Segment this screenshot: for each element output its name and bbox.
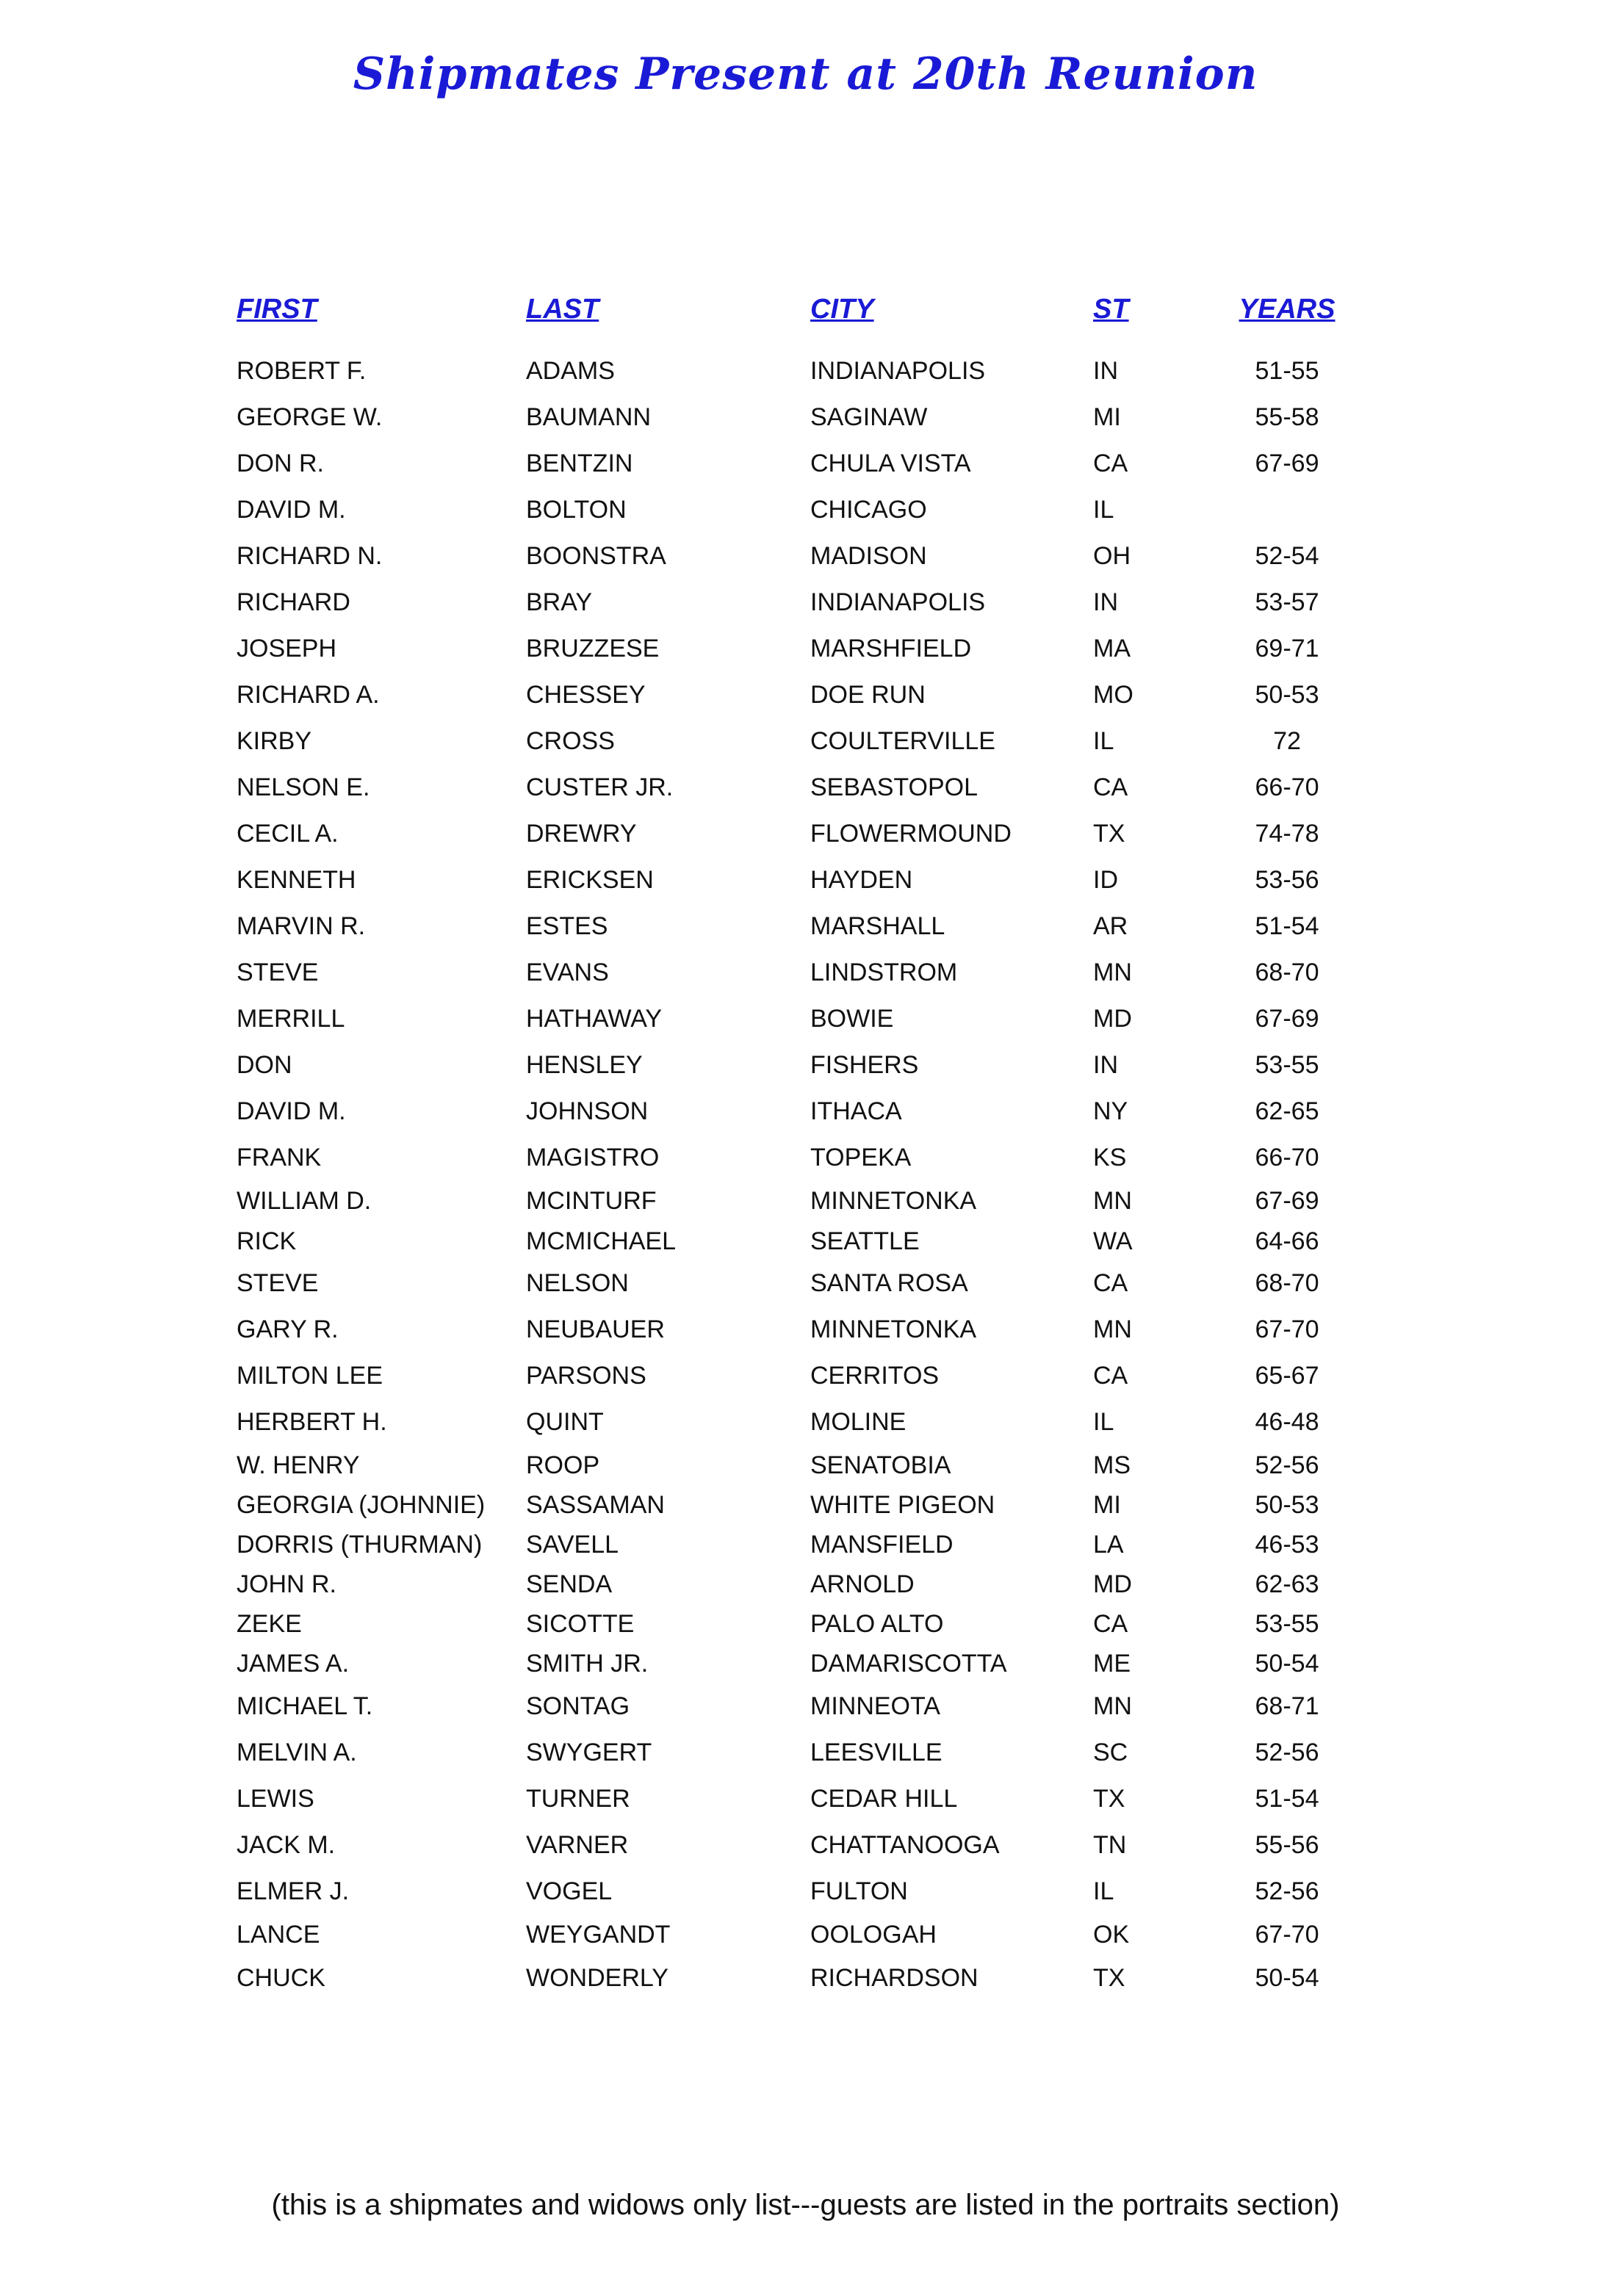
cell-last: WEYGANDT [526,1921,671,1949]
cell-city: SAGINAW [810,403,928,431]
cell-last: DREWRY [526,820,637,848]
cell-city: FISHERS [810,1051,919,1079]
cell-last: CROSS [526,727,615,755]
cell-city: LINDSTROM [810,959,958,986]
cell-years: 67-70 [1255,1315,1319,1343]
cell-years: 50-54 [1255,1964,1319,1992]
cell-years: 66-70 [1255,773,1319,801]
cell-st: MD [1093,1005,1132,1033]
cell-city: SENATOBIA [810,1451,951,1479]
cell-last: BOLTON [526,496,627,524]
cell-last: CHESSEY [526,681,646,709]
cell-years: 67-69 [1255,450,1319,477]
cell-first: KIRBY [237,727,312,755]
cell-first: RICK [237,1227,297,1255]
cell-city: RICHARDSON [810,1964,979,1992]
cell-st: CA [1093,450,1128,477]
cell-city: MARSHALL [810,912,945,940]
cell-first: ELMER J. [237,1877,350,1905]
cell-last: NELSON [526,1269,629,1297]
cell-first: JOHN R. [237,1570,336,1598]
cell-st: MA [1093,635,1131,663]
cell-st: IN [1093,588,1118,616]
cell-first: RICHARD A. [237,681,380,709]
cell-last: MCMICHAEL [526,1227,677,1255]
cell-first: GEORGE W. [237,403,383,431]
cell-city: CERRITOS [810,1362,940,1390]
cell-st: IL [1093,727,1114,755]
cell-city: FLOWERMOUND [810,820,1012,848]
cell-last: SICOTTE [526,1610,635,1638]
cell-years: 52-54 [1255,542,1319,570]
cell-last: HATHAWAY [526,1005,663,1033]
cell-city: CHATTANOOGA [810,1831,1000,1859]
cell-st: CA [1093,773,1128,801]
cell-first: MERRILL [237,1005,345,1033]
cell-st: KS [1093,1144,1127,1172]
cell-st: MS [1093,1451,1131,1479]
cell-last: ROOP [526,1451,600,1479]
cell-city: MINNEOTA [810,1692,940,1720]
cell-st: TX [1093,1964,1125,1992]
cell-st: MN [1093,959,1132,986]
cell-years: 67-70 [1255,1921,1319,1949]
cell-city: SEATTLE [810,1227,920,1255]
cell-city: MINNETONKA [810,1315,977,1343]
cell-last: QUINT [526,1408,604,1436]
cell-first: KENNETH [237,866,356,894]
cell-years: 68-70 [1255,1269,1319,1297]
cell-first: STEVE [237,1269,319,1297]
cell-last: HENSLEY [526,1051,643,1079]
cell-years: 51-55 [1255,357,1319,385]
cell-st: IN [1093,1051,1118,1079]
cell-years: 53-56 [1255,866,1319,894]
cell-first: HERBERT H. [237,1408,387,1436]
cell-st: MI [1093,1491,1121,1519]
cell-first: NELSON E. [237,773,370,801]
cell-years: 55-58 [1255,403,1319,431]
cell-years: 65-67 [1255,1362,1319,1390]
header-first: FIRST [237,294,317,325]
cell-city: LEESVILLE [810,1739,943,1766]
page-title: Shipmates Present at 20th Reunion [353,48,1258,100]
cell-years: 50-53 [1255,681,1319,709]
cell-first: RICHARD N. [237,542,383,570]
cell-last: CUSTER JR. [526,773,674,801]
cell-city: MADISON [810,542,927,570]
cell-first: MELVIN A. [237,1739,357,1766]
cell-last: SONTAG [526,1692,630,1720]
cell-first: MARVIN R. [237,912,366,940]
footer-note: (this is a shipmates and widows only list---guests are listed in the portraits section) [271,2189,1340,2221]
cell-first: DAVID M. [237,1097,346,1125]
header-city: CITY [810,294,874,325]
cell-years: 52-56 [1255,1877,1319,1905]
cell-city: BOWIE [810,1005,894,1033]
cell-st: IL [1093,1877,1114,1905]
cell-last: BAUMANN [526,403,652,431]
cell-years: 55-56 [1255,1831,1319,1859]
cell-st: IL [1093,1408,1114,1436]
cell-city: CHULA VISTA [810,450,971,477]
cell-years: 68-70 [1255,959,1319,986]
cell-st: TX [1093,1785,1125,1813]
cell-last: ESTES [526,912,608,940]
cell-years: 74-78 [1255,820,1319,848]
cell-city: MINNETONKA [810,1187,977,1215]
cell-st: MN [1093,1692,1132,1720]
cell-years: 46-48 [1255,1408,1319,1436]
cell-first: GARY R. [237,1315,339,1343]
cell-city: INDIANAPOLIS [810,357,986,385]
cell-first: DAVID M. [237,496,346,524]
cell-st: CA [1093,1362,1128,1390]
cell-city: MOLINE [810,1408,907,1436]
cell-years: 53-55 [1255,1051,1319,1079]
cell-last: PARSONS [526,1362,646,1390]
cell-years: 62-65 [1255,1097,1319,1125]
cell-first: ZEKE [237,1610,302,1638]
cell-st: SC [1093,1739,1128,1766]
cell-first: CHUCK [237,1964,325,1992]
cell-first: RICHARD [237,588,350,616]
cell-st: OH [1093,542,1131,570]
cell-first: ROBERT F. [237,357,367,385]
cell-city: COULTERVILLE [810,727,995,755]
cell-last: SENDA [526,1570,613,1598]
cell-city: TOPEKA [810,1144,912,1172]
cell-city: WHITE PIGEON [810,1491,995,1519]
cell-last: ADAMS [526,357,615,385]
cell-last: WONDERLY [526,1964,668,1992]
cell-city: DAMARISCOTTA [810,1650,1007,1678]
cell-years: 51-54 [1255,912,1319,940]
cell-st: TN [1093,1831,1127,1859]
cell-st: MN [1093,1315,1132,1343]
cell-last: JOHNSON [526,1097,649,1125]
cell-st: MN [1093,1187,1132,1215]
cell-first: MILTON LEE [237,1362,383,1390]
cell-years: 69-71 [1255,635,1319,663]
cell-city: ITHACA [810,1097,902,1125]
cell-city: CHICAGO [810,496,927,524]
cell-years: 46-53 [1255,1531,1319,1559]
cell-last: BRUZZESE [526,635,660,663]
cell-last: EVANS [526,959,609,986]
cell-first: W. HENRY [237,1451,360,1479]
cell-st: TX [1093,820,1125,848]
cell-first: GEORGIA (JOHNNIE) [237,1491,486,1519]
cell-first: JOSEPH [237,635,337,663]
cell-st: IN [1093,357,1118,385]
cell-last: SASSAMAN [526,1491,665,1519]
cell-first: DORRIS (THURMAN) [237,1531,483,1559]
cell-years: 64-66 [1255,1227,1319,1255]
cell-years: 66-70 [1255,1144,1319,1172]
header-st: ST [1093,294,1129,325]
cell-city: INDIANAPOLIS [810,588,986,616]
cell-st: OK [1093,1921,1130,1949]
cell-last: SMITH JR. [526,1650,649,1678]
header-last: LAST [526,294,599,325]
cell-st: MI [1093,403,1121,431]
cell-city: CEDAR HILL [810,1785,958,1813]
cell-first: FRANK [237,1144,322,1172]
cell-st: IL [1093,496,1114,524]
cell-first: JACK M. [237,1831,336,1859]
cell-city: MANSFIELD [810,1531,954,1559]
cell-first: WILLIAM D. [237,1187,372,1215]
cell-first: CECIL A. [237,820,339,848]
cell-last: BOONSTRA [526,542,666,570]
cell-years: 62-63 [1255,1570,1319,1598]
cell-last: BENTZIN [526,450,633,477]
header-years: YEARS [1239,294,1336,325]
cell-st: ME [1093,1650,1131,1678]
cell-years: 67-69 [1255,1005,1319,1033]
cell-last: ERICKSEN [526,866,654,894]
cell-last: TURNER [526,1785,630,1813]
cell-st: MO [1093,681,1134,709]
cell-city: DOE RUN [810,681,926,709]
cell-years: 53-55 [1255,1610,1319,1638]
cell-first: STEVE [237,959,319,986]
cell-city: OOLOGAH [810,1921,937,1949]
cell-last: BRAY [526,588,593,616]
cell-st: CA [1093,1269,1128,1297]
cell-city: PALO ALTO [810,1610,944,1638]
cell-city: ARNOLD [810,1570,915,1598]
cell-st: CA [1093,1610,1128,1638]
cell-years: 50-53 [1255,1491,1319,1519]
cell-first: DON [237,1051,292,1079]
cell-first: MICHAEL T. [237,1692,373,1720]
cell-last: SAVELL [526,1531,619,1559]
cell-years: 52-56 [1255,1451,1319,1479]
cell-first: DON R. [237,450,324,477]
cell-city: MARSHFIELD [810,635,972,663]
cell-city: SEBASTOPOL [810,773,979,801]
cell-first: LANCE [237,1921,320,1949]
cell-years: 67-69 [1255,1187,1319,1215]
cell-last: MCINTURF [526,1187,657,1215]
cell-years: 68-71 [1255,1692,1319,1720]
cell-st: WA [1093,1227,1133,1255]
cell-years: 51-54 [1255,1785,1319,1813]
cell-last: VARNER [526,1831,629,1859]
cell-st: NY [1093,1097,1128,1125]
cell-first: JAMES A. [237,1650,350,1678]
cell-last: SWYGERT [526,1739,652,1766]
cell-years: 53-57 [1255,588,1319,616]
cell-years: 72 [1273,727,1301,755]
cell-last: NEUBAUER [526,1315,665,1343]
cell-last: MAGISTRO [526,1144,660,1172]
cell-years: 50-54 [1255,1650,1319,1678]
cell-city: HAYDEN [810,866,913,894]
cell-st: MD [1093,1570,1132,1598]
cell-city: FULTON [810,1877,908,1905]
cell-last: VOGEL [526,1877,613,1905]
cell-st: AR [1093,912,1128,940]
cell-years: 52-56 [1255,1739,1319,1766]
cell-st: LA [1093,1531,1124,1559]
cell-city: SANTA ROSA [810,1269,968,1297]
cell-first: LEWIS [237,1785,314,1813]
cell-st: ID [1093,866,1118,894]
